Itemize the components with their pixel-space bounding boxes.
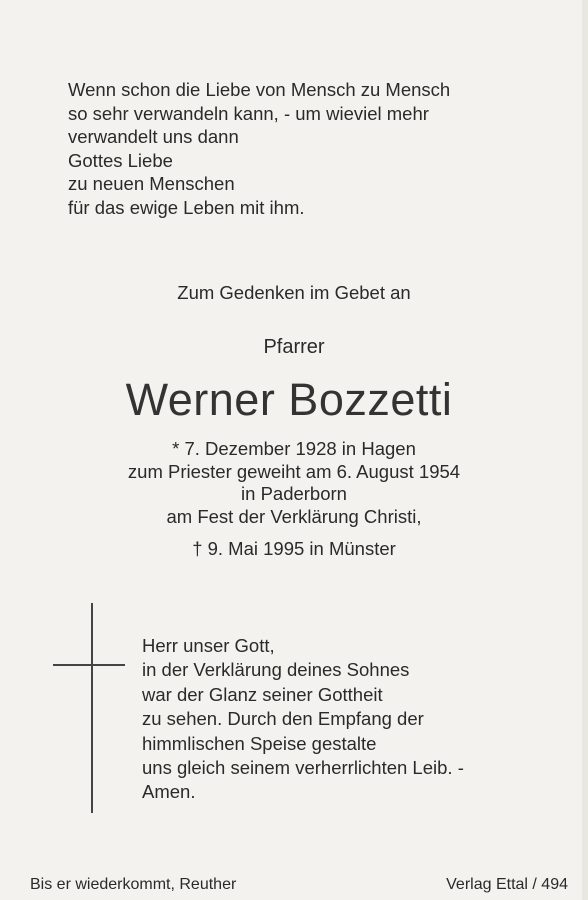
biography (0, 438, 588, 561)
verse-line: für das ewige Leben mit ihm. (68, 196, 305, 218)
deceased-name: Werner Bozzetti (125, 374, 453, 425)
verse-line: zu neuen Menschen (68, 173, 235, 194)
verse-line: verwandelt uns dann (68, 126, 239, 147)
clerical-title: Pfarrer (263, 336, 325, 358)
ordination-line: zum Priester geweiht am 6. August 1954 (127, 460, 461, 482)
prayer-line: war der Glanz seiner Gottheit (142, 683, 383, 705)
prayer-line: himmlischen Speise gestalte (142, 732, 377, 754)
verse-line: Gottes Liebe (68, 149, 173, 171)
prayer-line: uns gleich seinem verherrlichten Leib. - (142, 757, 464, 779)
cross-vertical-bar (91, 603, 93, 813)
prayer-line: in der Verklärung deines Sohnes (142, 659, 410, 681)
ordination-place: in Paderborn (241, 483, 347, 504)
closing-prayer (142, 634, 464, 805)
verse-line: so sehr verwandeln kann, - um wieviel mehr (68, 102, 429, 124)
prayer-line: Amen. (142, 781, 196, 803)
death-line: † 9. Mai 1995 in Münster (192, 538, 396, 559)
footer-series: Bis er wiederkommt, Reuther (30, 876, 237, 893)
verse-line: Wenn schon die Liebe von Mensch zu Mensch (68, 79, 451, 100)
prayer-line: Herr unser Gott, (142, 635, 275, 656)
ordination-feast: am Fest der Verklärung Christi, (166, 505, 422, 527)
footer-publisher: Verlag Ettal / 494 (446, 876, 568, 893)
birth-line: * 7. Dezember 1928 in Hagen (172, 438, 416, 459)
memorial-line: Zum Gedenken im Gebet an (177, 282, 411, 303)
prayer-line: zu sehen. Durch den Empfang der (142, 708, 424, 730)
cross-horizontal-bar (53, 664, 125, 666)
opening-verse (68, 78, 450, 219)
